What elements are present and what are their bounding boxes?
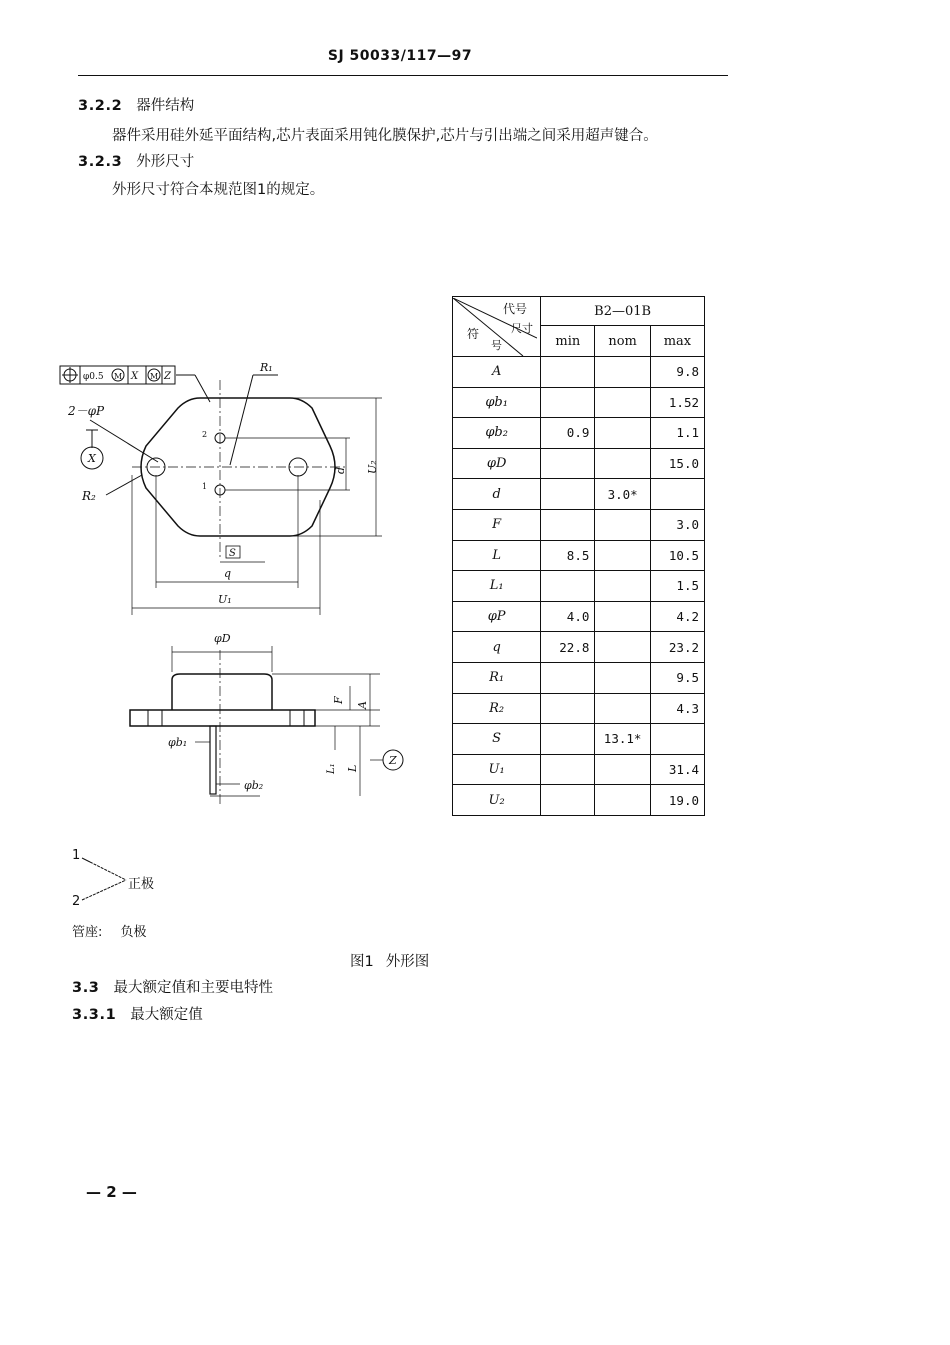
section-title: 器件结构 <box>136 98 195 114</box>
section-number: 3.2.3 <box>78 154 123 170</box>
table-row <box>453 418 705 449</box>
cell-max: 4.2 <box>650 601 704 632</box>
cell-max: 9.5 <box>650 662 704 693</box>
cell-nom <box>595 785 650 816</box>
figure-number: 图1 <box>350 954 374 970</box>
section-3-2-3-heading <box>78 150 194 171</box>
cell-symbol: L₁ <box>453 571 541 602</box>
label-phib1: φb₁ <box>168 736 188 749</box>
cell-max: 10.5 <box>650 540 704 571</box>
section-3-2-2-body: 器件采用硅外延平面结构,芯片表面采用钝化膜保护,芯片与引出端之间采用超声键合。 <box>112 128 658 144</box>
section-title: 外形尺寸 <box>136 154 195 170</box>
section-number: 3.3 <box>72 980 100 996</box>
table-row <box>453 387 705 418</box>
pin-legend <box>72 848 192 910</box>
cell-max: 4.3 <box>650 693 704 724</box>
table-row <box>453 693 705 724</box>
cell-min <box>541 754 595 785</box>
cell-max: 1.5 <box>650 571 704 602</box>
cell-max: 19.0 <box>650 785 704 816</box>
cell-nom <box>595 540 650 571</box>
cell-symbol: L <box>453 540 541 571</box>
section-3-3-heading <box>72 976 273 997</box>
fcf-mmc-1: M <box>114 372 123 381</box>
cell-symbol: φD <box>453 448 541 479</box>
pin-1-marker: 1 <box>202 482 208 491</box>
legend-pin-1: 1 <box>72 848 81 863</box>
cell-nom <box>595 601 650 632</box>
table-corner-cell <box>453 297 541 357</box>
cell-min <box>541 357 595 388</box>
fcf-tolerance: φ0.5 <box>83 372 104 382</box>
cell-nom <box>595 418 650 449</box>
cell-nom <box>595 571 650 602</box>
label-r1: R₁ <box>260 361 273 374</box>
section-title: 最大额定值 <box>130 1007 203 1023</box>
cell-min <box>541 509 595 540</box>
cell-max: 3.0 <box>650 509 704 540</box>
section-3-2-3-body: 外形尺寸符合本规范图1的规定。 <box>112 182 325 198</box>
table-row <box>453 357 705 388</box>
header-rule <box>78 75 728 76</box>
feature-control-frame <box>60 366 175 384</box>
corner-symbol-a: 符 <box>467 327 480 341</box>
cell-max <box>650 479 704 510</box>
section-3-2-2-heading <box>78 94 194 115</box>
cell-nom <box>595 693 650 724</box>
col-min-header: min <box>541 326 595 357</box>
legend-positive: 正极 <box>128 877 155 892</box>
cell-max: 15.0 <box>650 448 704 479</box>
outline-drawing <box>50 350 440 820</box>
cell-symbol: φP <box>453 601 541 632</box>
table-row <box>453 571 705 602</box>
cell-symbol: U₂ <box>453 785 541 816</box>
cell-symbol: q <box>453 632 541 663</box>
table-row <box>453 724 705 755</box>
label-q: q <box>224 567 232 580</box>
fcf-datum-x: X <box>131 371 139 382</box>
cell-max: 1.1 <box>650 418 704 449</box>
corner-code: 代号 <box>503 302 528 316</box>
cell-max: 31.4 <box>650 754 704 785</box>
datum-z-label: Z <box>389 754 397 767</box>
case-polarity: 负极 <box>120 925 147 940</box>
cell-min <box>541 724 595 755</box>
fcf-datum-z: Z <box>164 371 171 382</box>
cell-min: 0.9 <box>541 418 595 449</box>
cell-nom <box>595 448 650 479</box>
figure-caption <box>350 950 429 971</box>
table-row <box>453 540 705 571</box>
case-legend <box>72 921 147 940</box>
cell-symbol: R₂ <box>453 693 541 724</box>
cell-symbol: U₁ <box>453 754 541 785</box>
table-row <box>453 601 705 632</box>
corner-symbol-b: 号 <box>491 339 502 352</box>
table-row <box>453 754 705 785</box>
cell-nom <box>595 632 650 663</box>
cell-max: 1.52 <box>650 387 704 418</box>
cell-min <box>541 693 595 724</box>
label-u1: U₁ <box>218 593 232 606</box>
document-code: SJ 50033/117—97 <box>327 48 473 64</box>
cell-symbol: S <box>453 724 541 755</box>
section-number: 3.2.2 <box>78 98 123 114</box>
package-header: B2—01B <box>541 297 705 326</box>
cell-min <box>541 387 595 418</box>
label-r2: R₂ <box>82 489 96 503</box>
col-max-header: max <box>650 326 704 357</box>
cell-min <box>541 479 595 510</box>
table-row <box>453 785 705 816</box>
cell-nom <box>595 357 650 388</box>
side-view-cap <box>172 674 272 710</box>
cell-symbol: R₁ <box>453 662 541 693</box>
cell-min: 4.0 <box>541 601 595 632</box>
dimension-table-body <box>453 357 705 816</box>
label-A: A <box>356 701 369 709</box>
cell-nom <box>595 387 650 418</box>
cell-symbol: F <box>453 509 541 540</box>
cell-nom: 3.0* <box>595 479 650 510</box>
cell-min: 22.8 <box>541 632 595 663</box>
section-title: 最大额定值和主要电特性 <box>113 980 273 996</box>
case-label: 管座: <box>72 925 103 940</box>
cell-symbol: A <box>453 357 541 388</box>
label-F: F <box>332 696 345 704</box>
table-row <box>453 448 705 479</box>
cell-min <box>541 448 595 479</box>
cell-symbol: φb₁ <box>453 387 541 418</box>
side-view-flange <box>130 710 315 726</box>
label-d: d <box>334 466 347 474</box>
cell-nom: 13.1* <box>595 724 650 755</box>
page-number: — 2 — <box>86 1183 137 1201</box>
cell-min <box>541 662 595 693</box>
table-row <box>453 662 705 693</box>
datum-x-label: X <box>88 452 96 465</box>
table-row <box>453 509 705 540</box>
col-nom-header: nom <box>595 326 650 357</box>
legend-connector <box>80 854 130 902</box>
corner-size: 尺寸 <box>511 322 533 335</box>
table-row <box>453 632 705 663</box>
cell-symbol: φb₂ <box>453 418 541 449</box>
label-phib2: φb₂ <box>244 779 264 792</box>
cell-symbol: d <box>453 479 541 510</box>
cell-max <box>650 724 704 755</box>
label-L: L <box>346 764 359 772</box>
cell-max: 9.8 <box>650 357 704 388</box>
cell-min: 8.5 <box>541 540 595 571</box>
label-2-phiP: 2－φP <box>68 404 105 418</box>
legend-pin-2: 2 <box>72 894 81 909</box>
figure-title: 外形图 <box>385 954 430 970</box>
dimension-table <box>452 296 705 816</box>
cell-nom <box>595 662 650 693</box>
label-phiD: φD <box>214 632 231 645</box>
pin-2-marker: 2 <box>202 430 208 439</box>
cell-nom <box>595 509 650 540</box>
fcf-mmc-2: M <box>150 372 159 381</box>
lead-1 <box>210 726 216 794</box>
label-L1: L₁ <box>326 763 337 774</box>
cell-min <box>541 571 595 602</box>
section-3-3-1-heading <box>72 1003 203 1024</box>
cell-max: 23.2 <box>650 632 704 663</box>
cell-min <box>541 785 595 816</box>
cell-nom <box>595 754 650 785</box>
section-number: 3.3.1 <box>72 1007 117 1023</box>
table-row <box>453 479 705 510</box>
label-u2: U₂ <box>366 460 379 474</box>
label-s: S <box>229 548 236 559</box>
